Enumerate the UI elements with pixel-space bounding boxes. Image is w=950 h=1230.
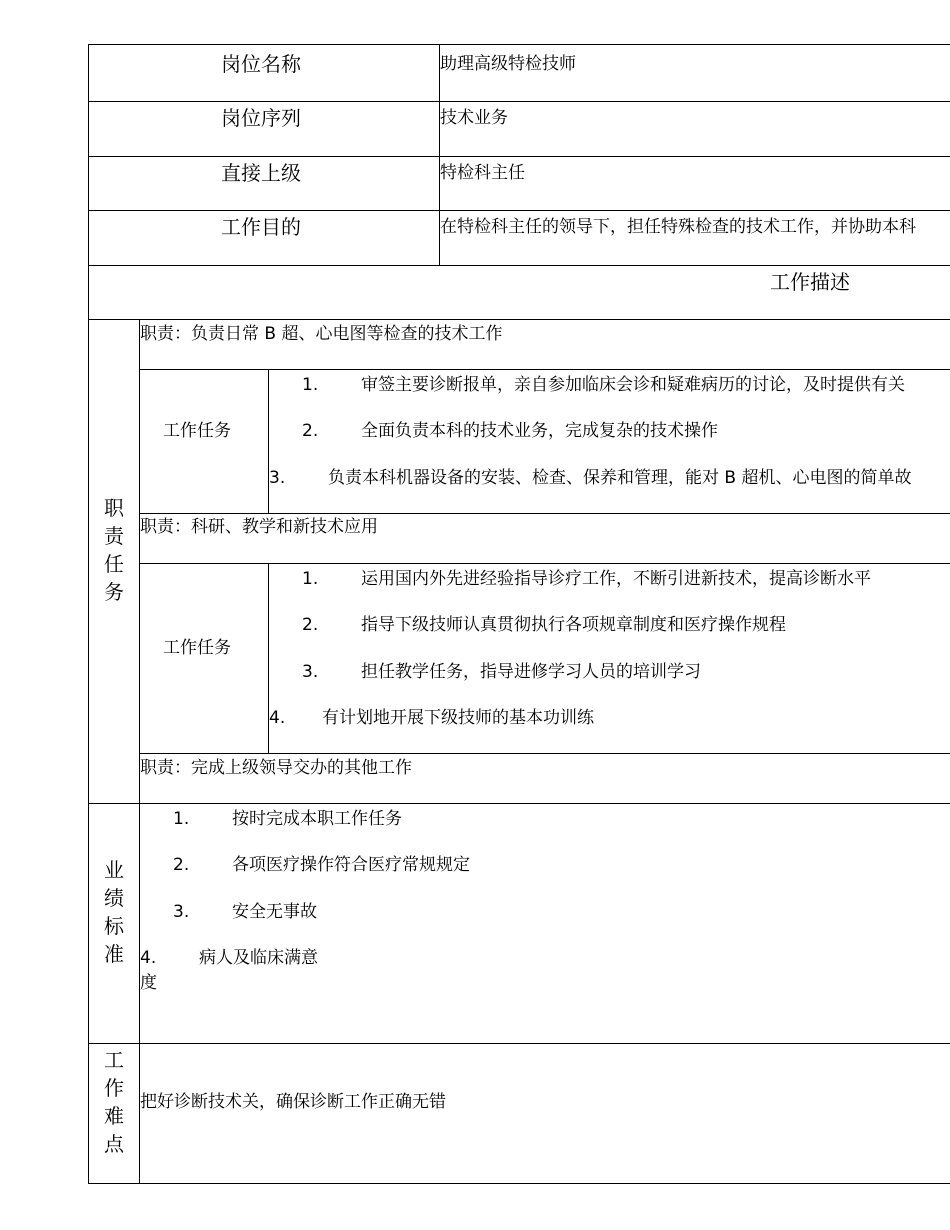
duty-2-task-3-num: 3. xyxy=(302,662,319,682)
performance-item-3-text: 安全无事故 xyxy=(232,902,317,922)
duty-2-task-3-text: 担任教学任务，指导进修学习人员的培训学习 xyxy=(361,662,701,682)
duties-label: 职责任务 xyxy=(104,496,124,604)
duty-2-task-4-num: 4. xyxy=(269,708,286,728)
performance-item-2-num: 2. xyxy=(173,855,190,875)
performance-item-4-num: 4. xyxy=(140,948,157,968)
performance-content-cell xyxy=(139,803,950,1044)
performance-item-1-num: 1. xyxy=(173,809,190,829)
duty-group-2-title-cell xyxy=(139,513,950,564)
duty-group-1-task-label: 工作任务 xyxy=(163,421,231,441)
duty-1-task-2-text: 全面负责本科的技术业务，完成复杂的技术操作 xyxy=(361,421,718,441)
position-name-label: 岗位名称 xyxy=(221,52,301,76)
duty-1-task-3-text: 负责本科机器设备的安装、检查、保养和管理，能对 B 超机、心电图的简单故 xyxy=(328,468,912,488)
duty-1-task-2-num: 2. xyxy=(302,421,319,441)
duty-group-1-task-label-cell xyxy=(139,369,269,514)
direct-supervisor-value: 特检科主任 xyxy=(440,163,525,183)
position-sequence-value: 技术业务 xyxy=(440,108,508,128)
difficulty-label: 工作难点 xyxy=(104,1048,124,1156)
work-purpose-value-cell xyxy=(439,210,950,266)
duty-group-2-title: 职责：科研、教学和新技术应用 xyxy=(140,517,378,537)
performance-item-4-text: 病人及临床满意 xyxy=(199,948,318,968)
duty-1-task-3-num: 3. xyxy=(269,468,286,488)
duty-group-1-title-cell xyxy=(139,319,950,370)
duty-2-task-1-num: 1. xyxy=(302,569,319,589)
duty-group-1-title: 职责：负责日常 B 超、心电图等检查的技术工作 xyxy=(140,324,503,344)
work-description-header-cell xyxy=(88,265,950,320)
duty-2-task-1-text: 运用国内外先进经验指导诊疗工作，不断引进新技术，提高诊断水平 xyxy=(361,569,871,589)
duty-group-2-task-label-cell xyxy=(139,563,269,754)
duties-label-cell xyxy=(88,319,140,804)
duty-group-3-title: 职责：完成上级领导交办的其他工作 xyxy=(140,758,412,778)
duty-group-2-tasks-cell xyxy=(268,563,950,754)
work-purpose-value: 在特检科主任的领导下，担任特殊检查的技术工作，并协助本科 xyxy=(440,217,916,237)
performance-item-4-wrap: 度 xyxy=(140,973,157,993)
duty-group-1-tasks-cell xyxy=(268,369,950,514)
position-name-value-cell xyxy=(439,44,950,102)
duty-2-task-2-num: 2. xyxy=(302,615,319,635)
position-name-label-cell xyxy=(88,44,440,102)
position-sequence-value-cell xyxy=(439,101,950,157)
position-sequence-label: 岗位序列 xyxy=(221,106,301,130)
direct-supervisor-label-cell xyxy=(88,156,440,211)
work-purpose-label-cell xyxy=(88,210,440,266)
duty-group-3-title-cell xyxy=(139,753,950,804)
performance-item-2-text: 各项医疗操作符合医疗常规规定 xyxy=(232,855,470,875)
duty-2-task-2-text: 指导下级技师认真贯彻执行各项规章制度和医疗操作规程 xyxy=(361,615,786,635)
performance-item-3-num: 3. xyxy=(173,902,190,922)
position-name-value: 助理高级特检技师 xyxy=(440,54,576,74)
work-description-header: 工作描述 xyxy=(770,270,850,294)
performance-item-1-text: 按时完成本职工作任务 xyxy=(232,809,402,829)
performance-label: 业绩标准 xyxy=(104,858,124,966)
direct-supervisor-label: 直接上级 xyxy=(221,161,301,185)
duty-group-2-task-label: 工作任务 xyxy=(163,638,231,658)
duty-1-task-1-text: 审签主要诊断报单，亲自参加临床会诊和疑难病历的讨论，及时提供有关 xyxy=(361,375,905,395)
performance-label-cell xyxy=(88,803,140,1044)
direct-supervisor-value-cell xyxy=(439,156,950,211)
work-purpose-label: 工作目的 xyxy=(221,215,301,239)
duty-2-task-4-text: 有计划地开展下级技师的基本功训练 xyxy=(322,708,594,728)
difficulty-content-cell xyxy=(139,1043,950,1184)
difficulty-text: 把好诊断技术关，确保诊断工作正确无错 xyxy=(140,1092,446,1112)
duty-1-task-1-num: 1. xyxy=(302,375,319,395)
difficulty-label-cell xyxy=(88,1043,140,1184)
position-sequence-label-cell xyxy=(88,101,440,157)
